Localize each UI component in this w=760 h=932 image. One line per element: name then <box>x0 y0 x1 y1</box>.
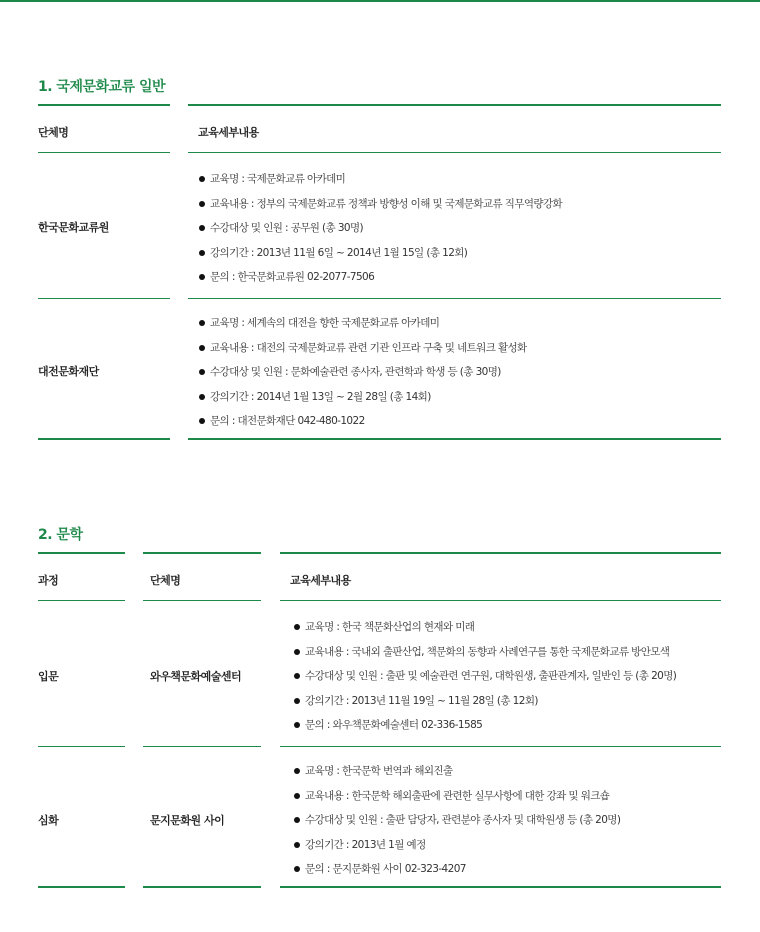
s2-header-detail: 교육세부내용 <box>290 574 351 587</box>
bullet-icon <box>199 274 205 280</box>
list-item: 강의기간 : 2013년 1월 예정 <box>294 838 620 863</box>
bullet-icon <box>294 624 300 630</box>
bullet-icon <box>294 722 300 728</box>
s2-header-divider-course <box>38 600 125 601</box>
bullet-icon <box>294 698 300 704</box>
s2-header-divider-org <box>143 600 261 601</box>
s1-org-col-top-rule <box>38 104 170 106</box>
s1-header-org: 단체명 <box>38 126 69 139</box>
list-item: 문의 : 와우책문화예술센터 02-336-1585 <box>294 718 676 743</box>
bullet-icon <box>294 793 300 799</box>
list-item: 문의 : 대전문화재단 042-480-1022 <box>199 414 527 439</box>
s2-row2-org: 문지문화원 사이 <box>150 814 225 827</box>
s2-org-col-top-rule <box>143 552 261 554</box>
list-item: 교육명 : 한국 책문화산업의 현재와 미래 <box>294 620 676 645</box>
s2-row1-course: 입문 <box>38 670 59 683</box>
s1-row2-org: 대전문화재단 <box>38 365 99 378</box>
s1-row1-org: 한국문화교류원 <box>38 221 109 234</box>
bullet-icon <box>199 320 205 326</box>
s2-row1-detail-list <box>294 620 676 743</box>
list-item: 강의기간 : 2013년 11월 19일 ~ 11월 28일 (총 12회) <box>294 694 676 719</box>
list-item: 수강대상 및 인원 : 출판 및 예술관련 연구원, 대학원생, 출판관계자, 일반인 등 (총 20명) <box>294 669 676 694</box>
bullet-icon <box>199 225 205 231</box>
s2-header-org: 단체명 <box>150 574 181 587</box>
s1-bottom-rule-org <box>38 438 170 440</box>
s2-row2-course: 심화 <box>38 814 59 827</box>
list-item: 교육내용 : 대전의 국제문화교류 관련 기관 인프라 구축 및 네트워크 활성화 <box>199 341 527 366</box>
bullet-icon <box>199 176 205 182</box>
list-item: 교육명 : 세계속의 대전을 향한 국제문화교류 아카데미 <box>199 316 527 341</box>
list-item: 교육명 : 한국문학 번역과 해외진출 <box>294 764 620 789</box>
bullet-icon <box>199 394 205 400</box>
list-item: 교육내용 : 정부의 국제문화교류 정책과 방향성 이해 및 국제문화교류 직무역량강화 <box>199 197 562 222</box>
s2-row-divider-course <box>38 746 125 747</box>
section-1-title: 1. 국제문화교류 일반 <box>38 79 165 95</box>
top-rule <box>0 0 760 2</box>
s1-row-divider-detail <box>188 298 721 299</box>
s2-bottom-rule-org <box>143 886 261 888</box>
section-2-title: 2. 문학 <box>38 527 83 543</box>
bullet-icon <box>199 345 205 351</box>
bullet-icon <box>294 842 300 848</box>
list-item: 문의 : 문지문화원 사이 02-323-4207 <box>294 862 620 887</box>
bullet-icon <box>294 866 300 872</box>
bullet-icon <box>294 768 300 774</box>
s1-row1-detail-list <box>199 172 562 295</box>
s2-header-divider-detail <box>280 600 721 601</box>
s1-header-detail: 교육세부내용 <box>198 126 259 139</box>
list-item: 강의기간 : 2014년 1월 13일 ~ 2월 28일 (총 14회) <box>199 390 527 415</box>
s1-header-divider-org <box>38 152 170 153</box>
s1-row2-detail-list <box>199 316 527 439</box>
s1-detail-col-top-rule <box>188 104 721 106</box>
bullet-icon <box>199 418 205 424</box>
s2-course-col-top-rule <box>38 552 125 554</box>
list-item: 수강대상 및 인원 : 공무원 (총 30명) <box>199 221 562 246</box>
s2-row1-org: 와우책문화예술센터 <box>150 670 242 683</box>
list-item: 교육명 : 국제문화교류 아카데미 <box>199 172 562 197</box>
list-item: 수강대상 및 인원 : 출판 담당자, 관련분야 종사자 및 대학원생 등 (총 20명) <box>294 813 620 838</box>
s2-header-course: 과정 <box>38 574 59 587</box>
bullet-icon <box>294 673 300 679</box>
s2-detail-col-top-rule <box>280 552 721 554</box>
bullet-icon <box>294 649 300 655</box>
s2-row-divider-detail <box>280 746 721 747</box>
bullet-icon <box>294 817 300 823</box>
list-item: 강의기간 : 2013년 11월 6일 ~ 2014년 1월 15일 (총 12회) <box>199 246 562 271</box>
s1-bottom-rule-detail <box>188 438 721 440</box>
s1-header-divider-detail <box>188 152 721 153</box>
s2-row-divider-org <box>143 746 261 747</box>
list-item: 문의 : 한국문화교류원 02-2077-7506 <box>199 270 562 295</box>
s1-row-divider-org <box>38 298 170 299</box>
s2-row2-detail-list <box>294 764 620 887</box>
bullet-icon <box>199 201 205 207</box>
s2-bottom-rule-course <box>38 886 125 888</box>
list-item: 교육내용 : 국내외 출판산업, 책문화의 동향과 사례연구를 통한 국제문화교류 방안모색 <box>294 645 676 670</box>
list-item: 교육내용 : 한국문학 해외출판에 관련한 실무사항에 대한 강좌 및 워크숍 <box>294 789 620 814</box>
list-item: 수강대상 및 인원 : 문화예술관련 종사자, 관련학과 학생 등 (총 30명) <box>199 365 527 390</box>
s2-bottom-rule-detail <box>280 886 721 888</box>
bullet-icon <box>199 369 205 375</box>
bullet-icon <box>199 250 205 256</box>
